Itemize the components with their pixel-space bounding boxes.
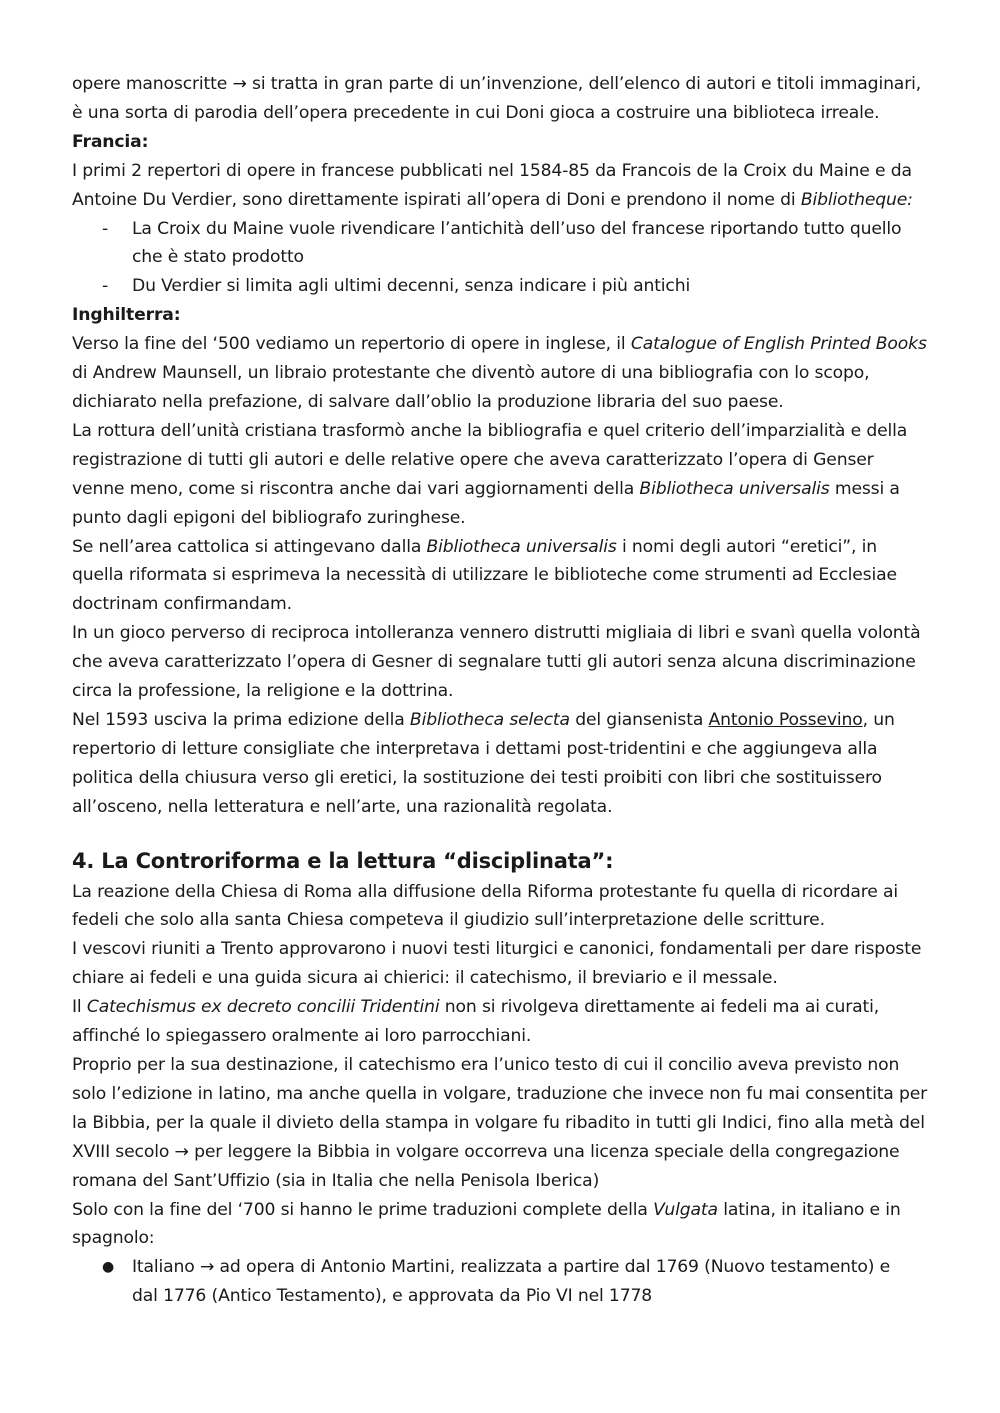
paragraph-inghilterra: Verso la fine del ‘500 vediamo un repertorio di opere in inglese, il Catalogue of English Printed Books di Andrew Maunsell, un libraio protestante che diventò autore di una bibliografia con lo scopo, dichiarato nella prefazione, di salvare dall’oblio la produzione libraria del suo paese. [72, 334, 927, 412]
list-item: - La Croix du Maine vuole rivendicare l’antichità dell’uso del francese riportando tutto quello che è stato prodotto [72, 215, 928, 273]
dash-marker: - [102, 218, 109, 239]
paragraph-gioco-perverso: In un gioco perverso di reciproca intolleranza vennero distrutti migliaia di libri e svanì quella volontà che aveva caratterizzato l’opera di Gesner di segnalare tutti gli autori senza alcuna discriminazione circa la professione, la religione e la dottrina. [72, 623, 921, 702]
list-item-continuation: dal 1776 (Antico Testamento), e approvata da Pio VI nel 1778 [132, 1286, 653, 1307]
paragraph-catechismus: Il Catechismus ex decreto concilii Tridentini non si rivolgeva direttamente ai fedeli ma ai curati, affinché lo spiegassero oralmente ai loro parrocchiani. [72, 997, 880, 1047]
paragraph-1593: Nel 1593 usciva la prima edizione della Bibliotheca selecta del giansenista Antonio Possevino, un repertorio di letture consigliate che interpretava i dettami post-tridentini e che aggiungeva alla politica della chiusura verso gli eretici, la sostituzione dei testi proibiti con libri che sostituissero all’osceno, nella letteratura e nell’arte, una razionalità regolata. [72, 709, 895, 817]
paragraph-opere-manoscritte: opere manoscritte → si tratta in gran parte di un’invenzione, dell’elenco di autori e titoli immaginari, è una sorta di parodia dell’opera precedente in cui Doni gioca a costruire una biblioteca irreale. [72, 74, 922, 123]
paragraph-francia: I primi 2 repertori di opere in francese pubblicati nel 1584-85 da Francois de la Croix du Maine e da Antoine Du Verdier, sono direttamente ispirati all’opera di Doni e prendono il nome di Bibliotheque: [72, 160, 913, 210]
dash-marker: - [102, 276, 109, 297]
francia-list [72, 215, 928, 302]
paragraph-area-cattolica: Se nell’area cattolica si attingevano dalla Bibliotheca universalis i nomi degli autori “eretici”, in quella riformata si esprimeva la necessità di utilizzare le biblioteche come strumenti ad Ecclesiae doctrinam confirmandam. [72, 536, 897, 615]
paragraph-rottura: La rottura dell’unità cristiana trasformò anche la bibliografia e quel criterio dell’imparzialità e della registrazione di tutti gli autori e delle relative opere che aveva caratterizzato l’opera di Genser venne meno, come si riscontra anche dai vari aggiornamenti della Bibliotheca universalis messi a punto dagli epigoni del bibliografo zuringhese. [72, 420, 908, 528]
paragraph-reazione-chiesa: La reazione della Chiesa di Roma alla diffusione della Riforma protestante fu quella di ricordare ai fedeli che solo alla santa Chiesa competeva il giudizio sull’interpretazione delle scritture. [72, 881, 899, 931]
paragraph-vescovi-trento: I vescovi riuniti a Trento approvarono i nuovi testi liturgici e canonici, fondamentali per dare risposte chiare ai fedeli e una guida sicura ai chierici: il catechismo, il breviario e il messale. [72, 939, 922, 989]
heading-inghilterra: Inghilterra: [72, 305, 181, 326]
paragraph-vulgata: Solo con la fine del ‘700 si hanno le prime traduzioni complete della Vulgata latina, in italiano e in spagnolo: [72, 1199, 901, 1249]
section-heading-controriforma: 4. La Controriforma e la lettura “disciplinata”: [72, 848, 614, 873]
bullet-marker: ● [102, 1259, 115, 1276]
list-item: - Du Verdier si limita agli ultimi decenni, senza indicare i più antichi [72, 272, 928, 301]
heading-francia: Francia: [72, 131, 149, 152]
link-antonio-possevino[interactable]: Antonio Possevino [708, 709, 863, 730]
list-item: ● Italiano → ad opera di Antonio Martini, realizzata a partire dal 1769 (Nuovo testamento) e [72, 1253, 928, 1282]
paragraph-destinazione: Proprio per la sua destinazione, il catechismo era l’unico testo di cui il concilio aveva previsto non solo l’edizione in latino, ma anche quella in volgare, traduzione che invece non fu mai consentita per la Bibbia, per la quale il divieto della stampa in volgare fu ribadito in tutti gli Indici, fino alla metà del XVIII secolo → per leggere la Bibbia in volgare occorreva una licenza speciale della congregazione romana del Sant’Uffizio (sia in Italia che nella Penisola Iberica) [72, 1055, 928, 1191]
traduzioni-list [72, 1253, 928, 1311]
